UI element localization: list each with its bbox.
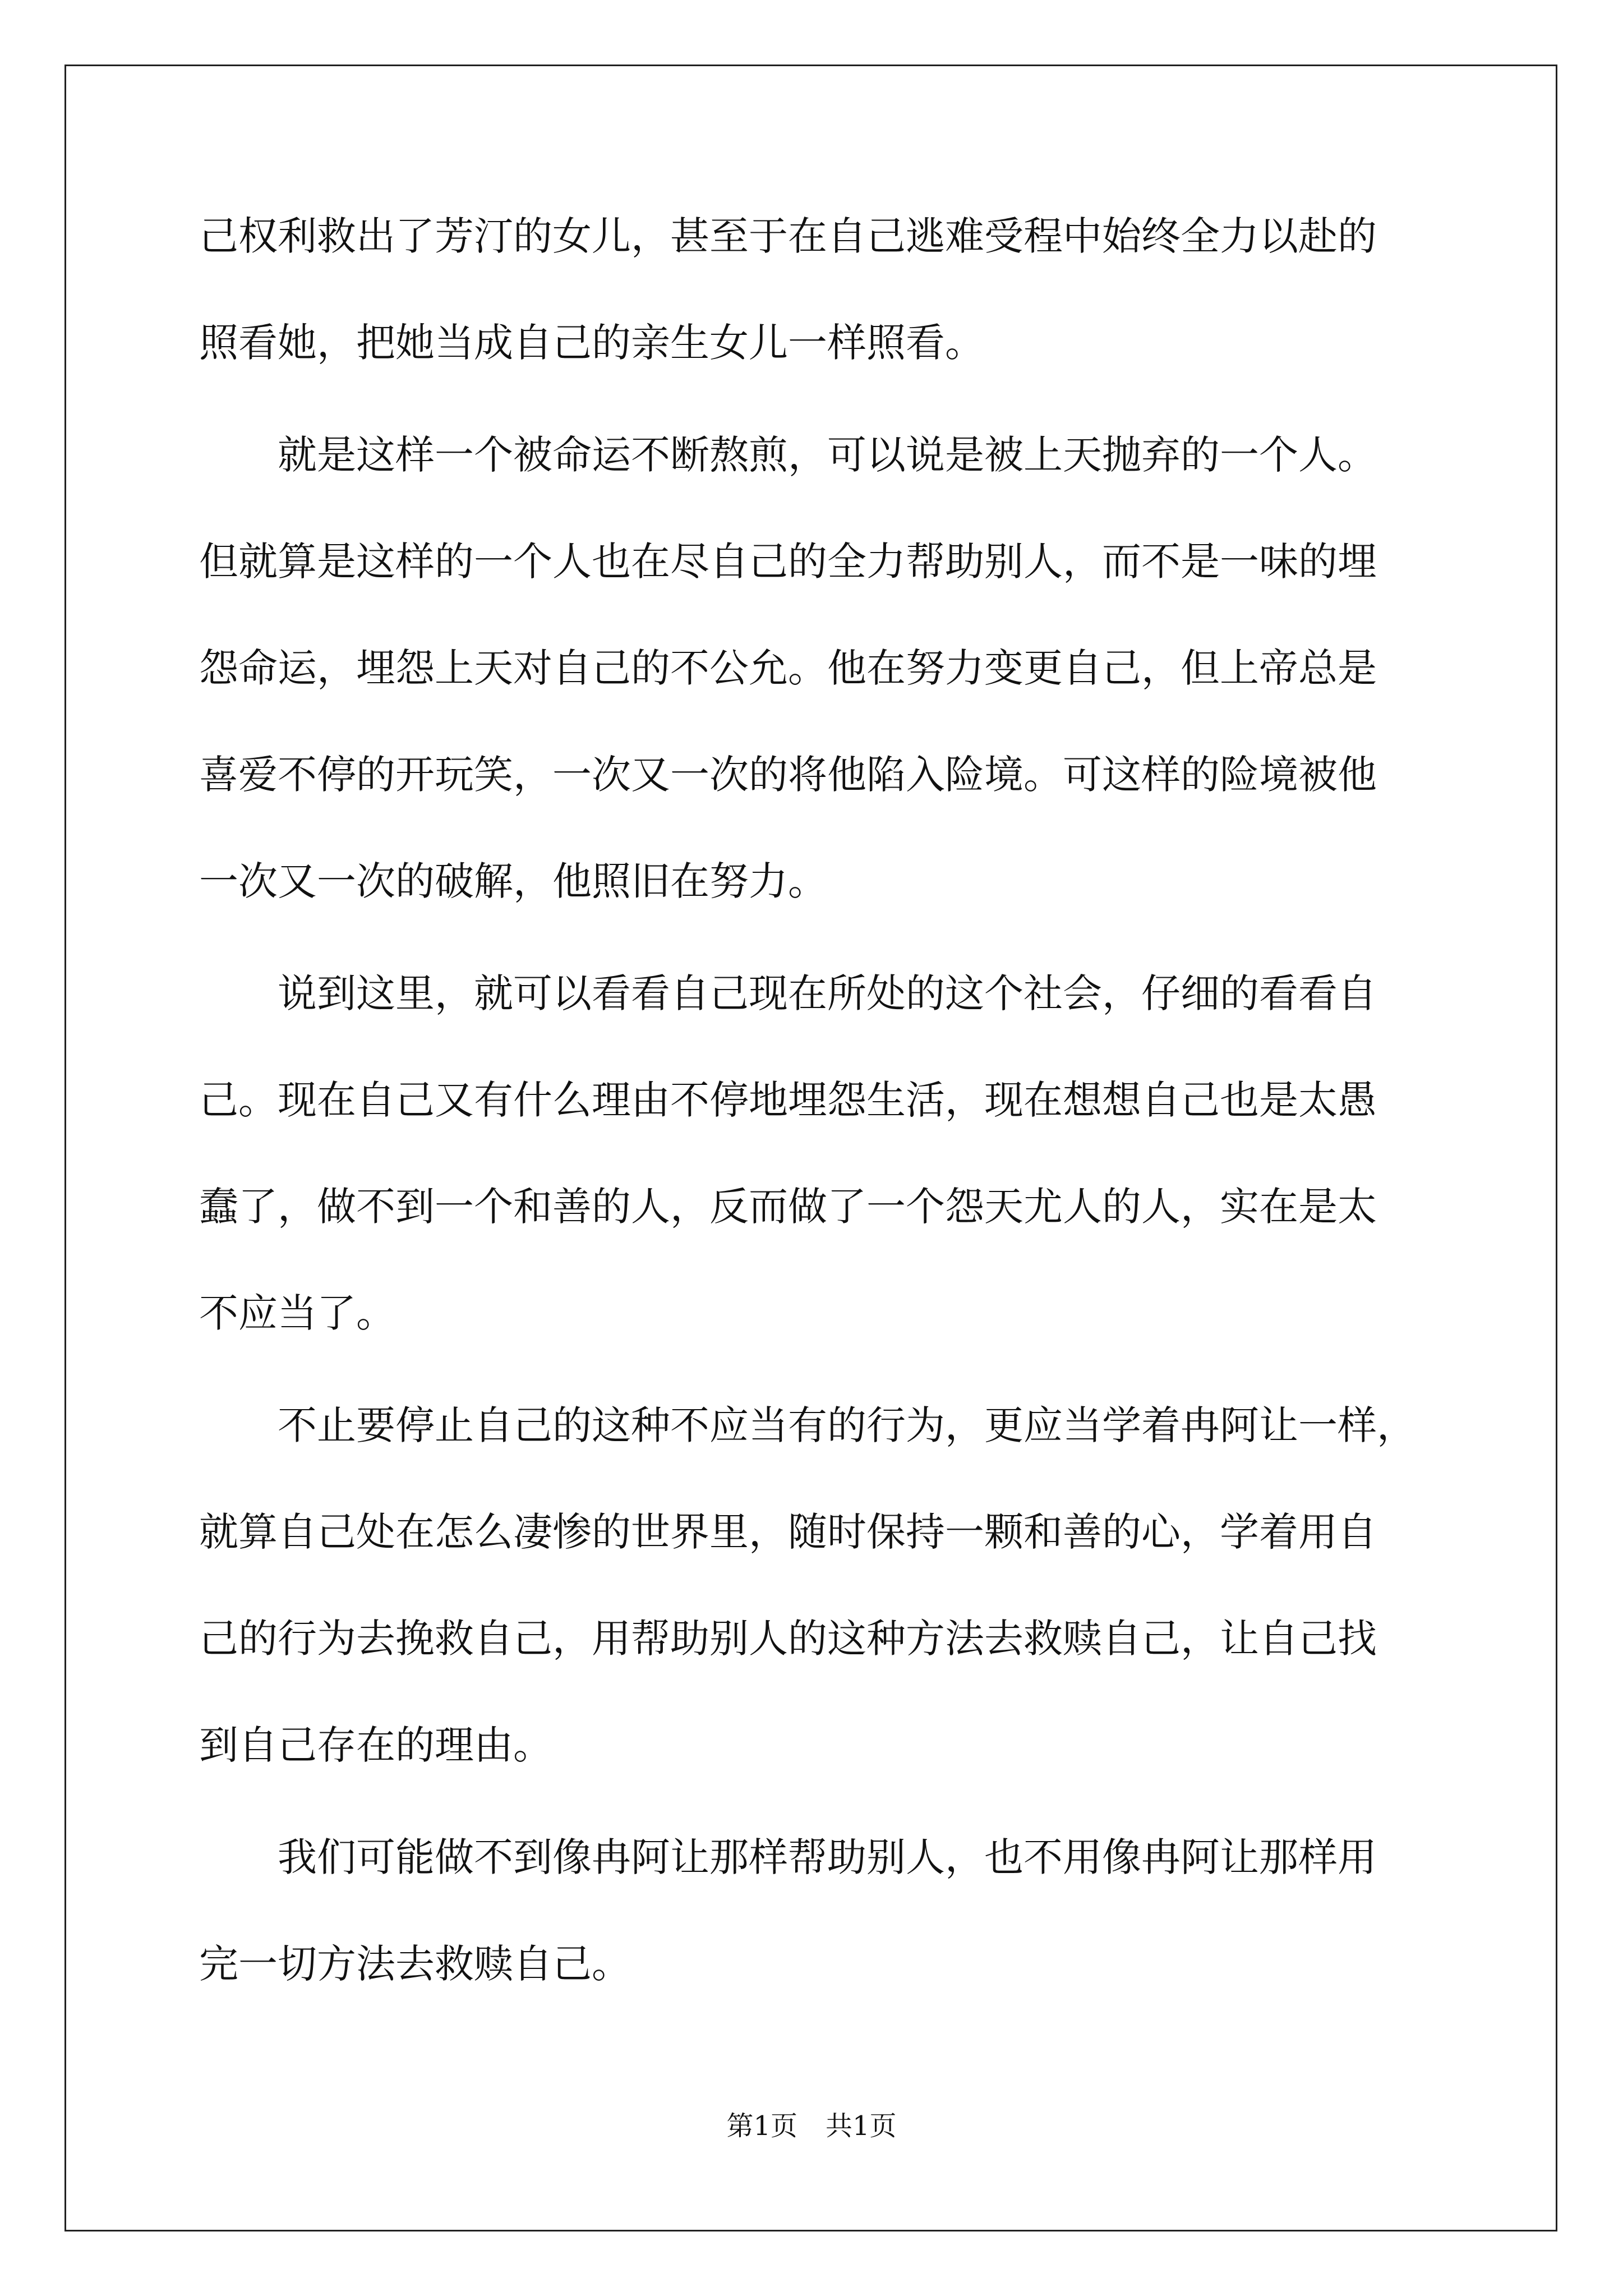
text-line: 到自己存在的理由。 — [199, 1722, 552, 1768]
text-line: 就算自己处在怎么凄惨的世界里，随时保持一颗和善的心，学着用自 — [199, 1509, 1377, 1555]
text-line: 一次又一次的破解，他照旧在努力。 — [199, 858, 827, 904]
text-line: 己权利救出了芳汀的女儿，甚至于在自己逃难受程中始终全力以赴的 — [199, 213, 1377, 259]
text-line: 但就算是这样的一个人也在尽自己的全力帮助别人，而不是一味的埋 — [199, 539, 1377, 585]
text-line: 怨命运，埋怨上天对自己的不公允。他在努力变更自己，但上帝总是 — [199, 645, 1377, 691]
page-number-total: 共1页 — [826, 2110, 897, 2142]
text-line: 蠢了，做不到一个和善的人，反而做了一个怨天尤人的人，实在是太 — [199, 1184, 1377, 1230]
paragraph-start-line: 我们可能做不到像冉阿让那样帮助别人，也不用像冉阿让那样用 — [278, 1834, 1377, 1880]
paragraph-start-line: 不止要停止自己的这种不应当有的行为，更应当学着冉阿让一样， — [278, 1402, 1416, 1448]
page-footer — [0, 2109, 1623, 2143]
text-line: 己的行为去挽救自己，用帮助别人的这种方法去救赎自己，让自己找 — [199, 1616, 1377, 1662]
page-border — [64, 65, 1557, 2231]
paragraph-start-line: 说到这里，就可以看看自己现在所处的这个社会，仔细的看看自 — [278, 970, 1377, 1016]
page-number-current: 第1页 — [726, 2110, 797, 2142]
text-line: 完一切方法去救赎自己。 — [199, 1941, 631, 1987]
text-line: 不应当了。 — [199, 1290, 395, 1336]
paragraph-start-line: 就是这样一个被命运不断熬煎，可以说是被上天抛弃的一个人。 — [278, 432, 1377, 478]
text-line: 喜爱不停的开玩笑，一次又一次的将他陷入险境。可这样的险境被他 — [199, 752, 1377, 798]
text-line: 照看她，把她当成自己的亲生女儿一样照看。 — [199, 320, 984, 366]
text-line: 己。现在自己又有什么理由不停地埋怨生活，现在想想自己也是太愚 — [199, 1077, 1377, 1123]
